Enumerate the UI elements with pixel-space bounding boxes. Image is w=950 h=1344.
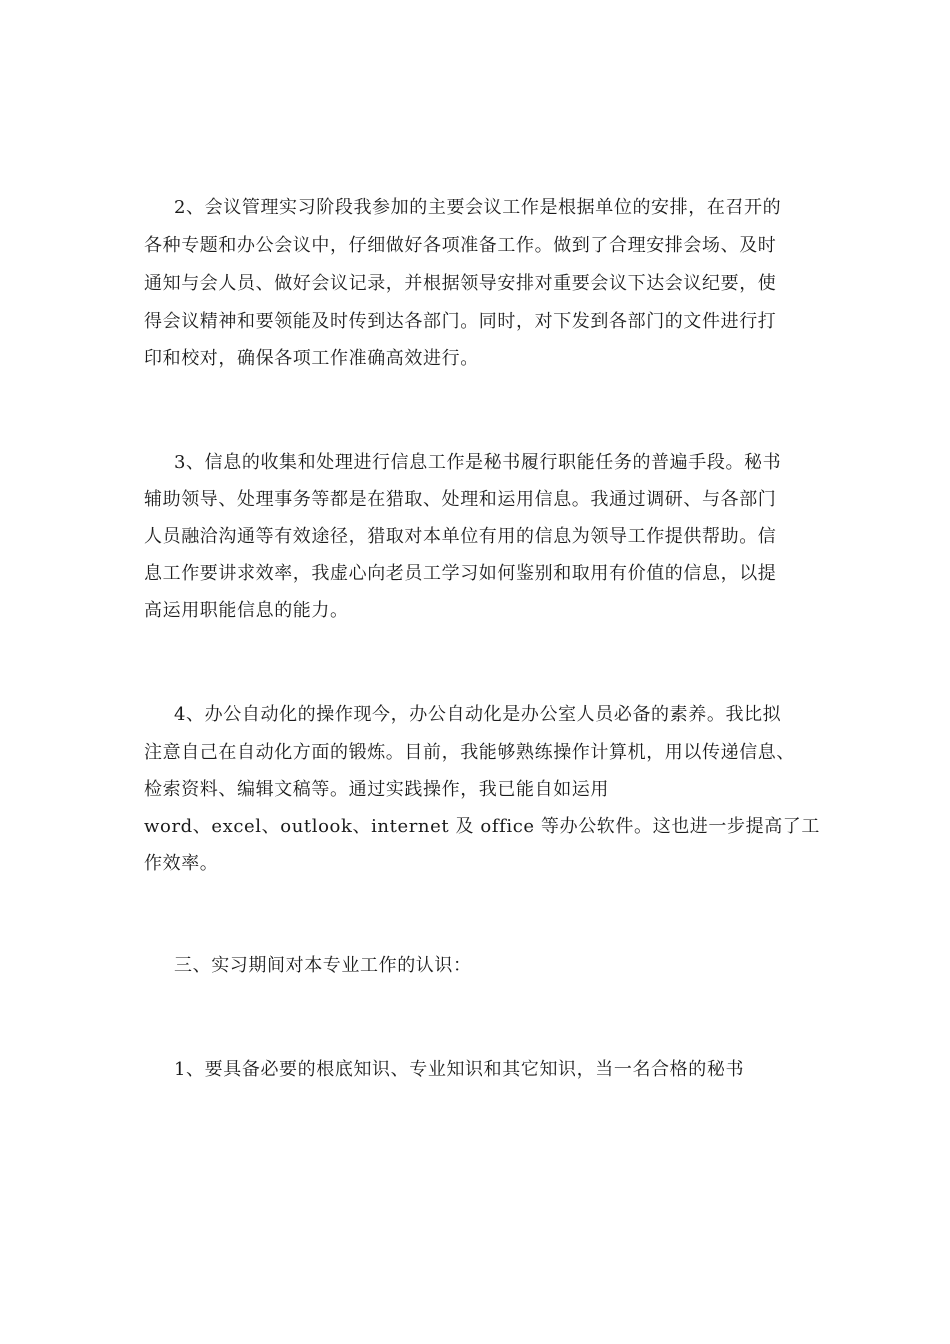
text-line: 注意自己在自动化方面的锻炼。目前，我能够熟练操作计算机，用以传递信息、 bbox=[144, 742, 795, 763]
text-line: word、excel、outlook、internet 及 office 等办公软件。这也进一步提高了工 bbox=[144, 816, 820, 837]
text-line: 得会议精神和要领能及时传到达各部门。同时，对下发到各部门的文件进行打 bbox=[144, 311, 777, 332]
text-line: 3、信息的收集和处理进行信息工作是秘书履行职能任务的普遍手段。秘书 bbox=[174, 452, 782, 473]
text-line: 2、会议管理实习阶段我参加的主要会议工作是根据单位的安排，在召开的 bbox=[174, 197, 782, 218]
section-heading: 三、实习期间对本专业工作的认识： bbox=[174, 955, 472, 976]
text-line: 作效率。 bbox=[144, 853, 219, 874]
text-line: 4、办公自动化的操作现今，办公自动化是办公室人员必备的素养。我比拟 bbox=[174, 704, 782, 725]
text-line: 高运用职能信息的能力。 bbox=[144, 600, 349, 621]
text-line: 各种专题和办公会议中，仔细做好各项准备工作。做到了合理安排会场、及时 bbox=[144, 235, 777, 256]
list-item: 1、要具备必要的根底知识、专业知识和其它知识，当一名合格的秘书 bbox=[174, 1059, 745, 1080]
text-line: 息工作要讲求效率，我虚心向老员工学习如何鉴别和取用有价值的信息，以提 bbox=[144, 563, 777, 584]
text-line: 辅助领导、处理事务等都是在猎取、处理和运用信息。我通过调研、与各部门 bbox=[144, 489, 777, 510]
text-line: 检索资料、编辑文稿等。通过实践操作，我已能自如运用 bbox=[144, 779, 609, 800]
text-line: 人员融洽沟通等有效途径，猎取对本单位有用的信息为领导工作提供帮助。信 bbox=[144, 526, 777, 547]
text-line: 通知与会人员、做好会议记录，并根据领导安排对重要会议下达会议纪要，使 bbox=[144, 273, 777, 294]
text-line: 印和校对，确保各项工作准确高效进行。 bbox=[144, 348, 479, 369]
